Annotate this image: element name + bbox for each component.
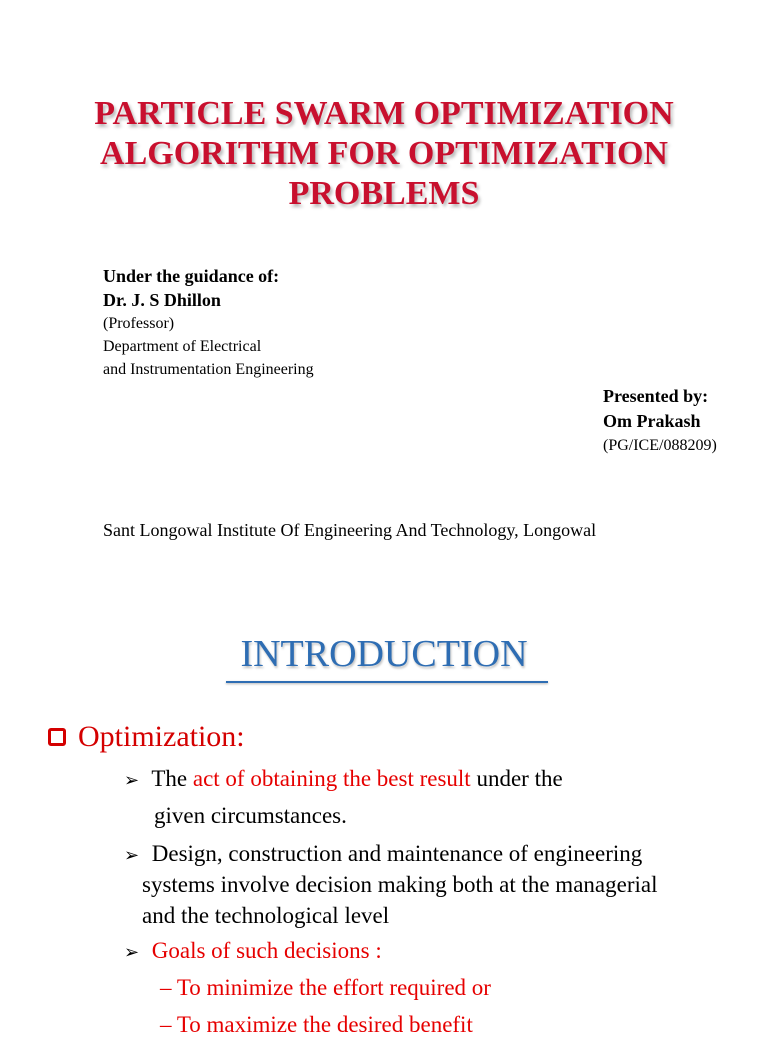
bullet-1-post: under the xyxy=(470,766,563,791)
checkbox-icon xyxy=(48,728,66,746)
arrow-bullet-icon: ➢ xyxy=(124,942,140,963)
institute-name: Sant Longowal Institute Of Engineering And Technology, Longowal xyxy=(103,520,597,540)
bullet-1-continuation: given circumstances. xyxy=(154,803,347,828)
guide-department-line-1: Department of Electrical xyxy=(103,338,262,355)
title-line-3: PROBLEMS xyxy=(288,175,480,212)
arrow-bullet-icon: ➢ xyxy=(124,770,140,791)
bullet-1-highlight: act of obtaining the best result xyxy=(192,766,471,791)
sub-bullet-2: – To maximize the desired benefit xyxy=(160,1012,473,1037)
section-heading-underline xyxy=(226,681,548,683)
guide-name: Dr. J. S Dhillon xyxy=(103,290,221,310)
title-line-1: PARTICLE SWARM OPTIMIZATION xyxy=(94,95,674,132)
presenter-heading: Presented by: xyxy=(603,386,709,406)
guide-role: (Professor) xyxy=(103,315,175,332)
presenter-roll-number: (PG/ICE/088209) xyxy=(603,437,717,454)
section-heading-wrap xyxy=(0,632,768,678)
document-title xyxy=(0,94,768,214)
sub-bullet-1: – To minimize the effort required or xyxy=(160,975,491,1000)
topic-label: Optimization: xyxy=(78,720,245,753)
guidance-heading: Under the guidance of: xyxy=(103,266,280,286)
bullet-3-text: Goals of such decisions : xyxy=(151,938,382,963)
arrow-bullet-icon: ➢ xyxy=(124,845,140,866)
presenter-name: Om Prakash xyxy=(603,411,701,431)
presenter-block xyxy=(603,384,717,458)
bullet-3 xyxy=(124,935,382,968)
title-line-2: ALGORITHM FOR OPTIMIZATION xyxy=(100,135,668,172)
section-heading: INTRODUCTION xyxy=(240,633,528,675)
bullet-1 xyxy=(124,763,563,796)
bullet-2 xyxy=(124,838,642,871)
guidance-block xyxy=(103,264,314,381)
topic-row xyxy=(48,718,245,756)
bullet-1-pre: The xyxy=(151,766,193,791)
bullet-2-line-2: systems involve decision making both at the managerial xyxy=(142,872,658,897)
guide-department-line-2: and Instrumentation Engineering xyxy=(103,361,314,378)
bullet-2-line-3: and the technological level xyxy=(142,903,390,928)
bullet-2-line-1: Design, construction and maintenance of engineering xyxy=(151,841,643,866)
